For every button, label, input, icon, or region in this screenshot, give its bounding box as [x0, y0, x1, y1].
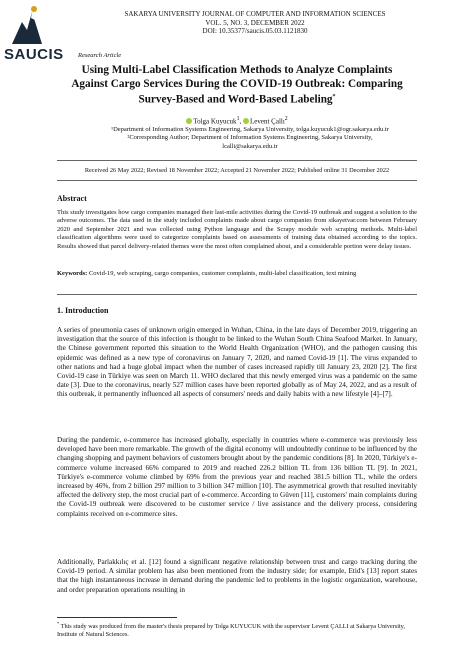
title-line: Using Multi-Label Classification Methods to Analyze Complaints — [81, 64, 393, 76]
keywords-text: Covid-19, web scraping, cargo companies, customer complaints, multi-label classification, text mining — [88, 270, 357, 277]
journal-doi: DOI: 10.35377/saucis.05.03.1121830 — [202, 27, 308, 36]
divider — [57, 180, 417, 181]
abstract-text: This study investigates how cargo companies managed their last-mile activities during the Covid-19 outbreak and suggest a solution to the adverse outcomes. The data used in the study included complaints made about cargo companies from sikayetvar.com between February 2020 and September 2021 and was collected using Python language and the Scrapy module web scraping methods. Multi-label classification algorithms were used to categorize complaints based on assessments of training data obtained according to the topics. Results showed that parcel delivery-related themes were the most often complained about, and a considerable portion were delay issues. — [57, 209, 418, 250]
footnote-divider — [57, 617, 177, 618]
paragraph: During the pandemic, e-commerce has increased globally, especially in countries where e-commerce was previously less developed have been more remarkable. The growth of the digital economy will undoubtedly continue to be influenced by the changing shopping and payment behaviors of customers brought about by the pandemic conditions [8]. In 2020, Türkiye's e-commerce volume increased 66% compared to 2019 and reached 226.2 billion TL from 136 billion TL [9]. In 2021, Türkiye's e-commerce volume climbed by 69% from the previous year and reached 381.5 billion TL, while the orders increased by 46%, from 2 billion 297 million to 3 billion 347 million [10]. The asymmetrical growth that resulted inevitably affected the delivery step, the most crucial part of e-commerce. According to Güven [11], customers' main complaints during the Covid-19 outbreak were discovered to be customer service / live assistance and the delivery process, considering complaints received on e-commerce sites. — [57, 436, 417, 518]
publication-dates: Received 26 May 2022; Revised 18 November 2022; Accepted 21 November 2022; Published online 31 December 2022 — [84, 167, 390, 174]
orcid-icon[interactable] — [186, 118, 192, 124]
affiliation-line: ¹Department of Information Systems Engineering, Sakarya University, tolga.kuyucuk1@ogr.sakarya.edu.tr — [111, 126, 389, 133]
orcid-icon[interactable] — [243, 118, 249, 124]
keywords-label: Keywords: — [57, 270, 88, 277]
affiliation-line: ²Corresponding Author; Department of Information Systems Engineering, Sakarya University, — [127, 134, 373, 142]
journal-header — [90, 10, 420, 36]
divider — [57, 160, 417, 161]
affiliations — [100, 126, 400, 151]
footnote-text: This study was produced from the master's thesis prepared by Tolga KUYUCUK with the supervisor Levent ÇALLI at Sakarya University, Institute of Natural Sciences. — [57, 623, 405, 639]
divider — [57, 294, 417, 295]
title-footnote-mark: * — [332, 94, 336, 101]
author-list: Tolga Kuyucuk$^1$, Levent Çallı$^2$ — [0, 116, 474, 125]
paragraph: Additionally, Parlakkılıç et al. [12] found a significant negative relationship between trust and cargo tracking during the Covid-19 period. A similar problem has also been mentioned from the industry side; for example, Etid's [13] report states that the high instantaneous increase in demand during the pandemic led to problems in the logistic organization, warehouse, and order preparation operations resulting in — [57, 558, 417, 594]
paper-title — [44, 64, 430, 108]
article-type: Research Article — [78, 52, 122, 59]
author-name: Levent Çallı — [249, 117, 285, 126]
footnote-mark: * — [57, 621, 60, 626]
mountain-logo-icon — [10, 4, 44, 46]
journal-name: SAKARYA UNIVERSITY JOURNAL OF COMPUTER AND INFORMATION SCIENCES — [124, 10, 386, 18]
footnote — [57, 620, 417, 639]
abstract-heading: Abstract — [57, 194, 87, 203]
section-heading: 1. Introduction — [57, 306, 109, 315]
keywords — [57, 270, 417, 278]
affiliation-line: lcalli@sakarya.edu.tr — [222, 142, 278, 150]
logo-text: SAUCIS — [4, 46, 64, 63]
title-line: Against Cargo Services During the COVID-19 Outbreak: Comparing — [71, 77, 403, 90]
title-line: Survey-Based and Word-Based Labeling* — [138, 93, 336, 106]
author-name: Tolga Kuyucuk — [193, 117, 237, 126]
journal-volume: VOL. 5, NO. 3, DECEMBER 2022 — [205, 18, 305, 27]
paragraph: A series of pneumonia cases of unknown origin emerged in Wuhan, China, in the late days of December 2019, triggering an investigation that the source of this infection is thought to be linked to the Wuhan South China Seafood Market. In January, the Chinese government reported this situation to the World Health Organization (WHO), and the pathogen causing this epidemic was defined as a new type of coronavirus on January 7, 2020, and named Covid-19 [1]. The virus expanded to other nations and had a huge global impact when the number of cases increased rapidly till January 23, 2020 [2]. The first Covid-19 case in Türkiye was seen on March 11. WHO declared that this newly emerged virus was a pandemic on the same date [3]. Due to the coronavirus, nearly 527 million cases have been reported globally as of May 24, 2022, and as a result of this outbreak, it permanently influenced all aspects of consumers' needs and daily habits with a new lifestyle [4]–[7]. — [57, 326, 417, 399]
journal-logo — [4, 4, 74, 62]
